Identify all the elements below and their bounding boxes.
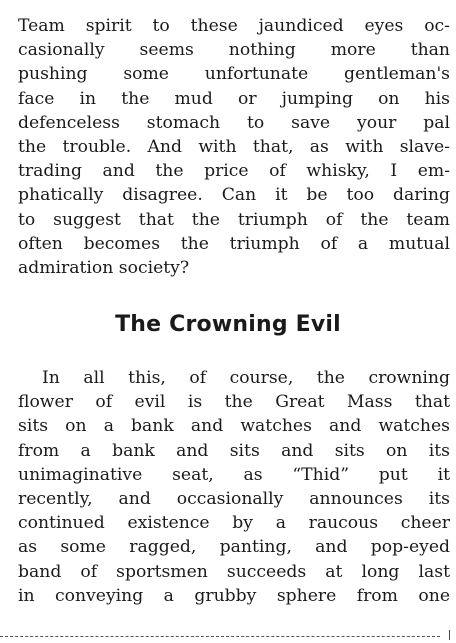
text-line: trading and the price of whisky, I em- xyxy=(18,161,450,182)
text-line: to suggest that the triumph of the team xyxy=(18,209,450,230)
text-line: in conveying a grubby sphere from one xyxy=(18,585,450,606)
paragraph-crowning-evil xyxy=(18,366,450,608)
text-line: face in the mud or jumping on his xyxy=(18,88,450,109)
text-line: from a bank and sits and sits on its xyxy=(18,440,450,461)
text-line: admiration society? xyxy=(18,258,190,279)
text-line: Team spirit to these jaundiced eyes oc- xyxy=(18,16,450,36)
section-heading: The Crowning Evil xyxy=(115,312,341,337)
text-line: as some ragged, panting, and pop-eyed xyxy=(18,537,450,558)
text-line: unimaginative seat, as “Thid” put it xyxy=(18,464,450,485)
bottom-tick-mark xyxy=(449,630,450,640)
text-line: recently, and occasionally announces its xyxy=(18,489,450,510)
text-line: continued existence by a raucous cheer xyxy=(18,513,450,534)
text-line: often becomes the triumph of a mutual xyxy=(18,233,450,254)
text-line: flower of evil is the Great Mass that xyxy=(18,392,450,413)
text-line: phatically disagree. Can it be too daring xyxy=(18,185,450,206)
text-line: the trouble. And with that, as with slave- xyxy=(18,137,450,158)
text-line: In all this, of course, the crowning xyxy=(42,368,450,388)
text-line: sits on a bank and watches and watches xyxy=(18,416,450,437)
text-line: band of sportsmen succeeds at long last xyxy=(18,561,450,582)
text-line: pushing some unfortunate gentleman's xyxy=(18,64,450,85)
text-line: casionally seems nothing more than xyxy=(18,40,450,61)
bottom-rule xyxy=(0,636,440,637)
text-line: defenceless stomach to save your pal xyxy=(18,112,450,133)
paragraph-team-spirit xyxy=(18,14,450,280)
